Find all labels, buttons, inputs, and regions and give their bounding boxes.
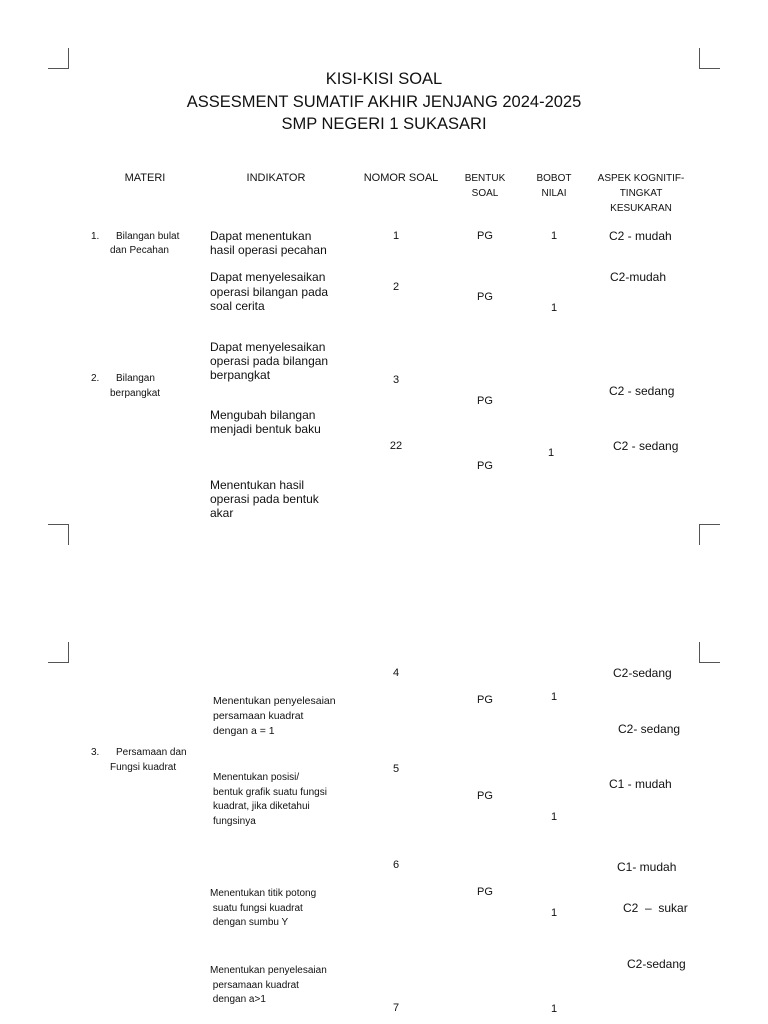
header-materi: MATERI bbox=[124, 172, 166, 184]
indikator-line: bentuk grafik suatu fungsi bbox=[213, 787, 327, 798]
indikator-line: Dapat menyelesaikan bbox=[210, 340, 326, 354]
indikator-line: soal cerita bbox=[210, 299, 265, 313]
aspek-level: C2- sedang bbox=[618, 722, 681, 736]
bentuk-soal: PG bbox=[477, 460, 493, 472]
indikator-line: Menentukan posisi/ bbox=[213, 772, 300, 783]
title-line-1: KISI-KISI SOAL bbox=[325, 70, 443, 88]
indikator-line: berpangkat bbox=[210, 368, 271, 382]
materi-number: 2. bbox=[91, 373, 100, 384]
bentuk-soal: PG bbox=[477, 790, 493, 802]
aspek-level: C2-sedang bbox=[627, 957, 686, 971]
indikator-line: dengan a>1 bbox=[210, 994, 266, 1005]
indikator-line: operasi pada bilangan bbox=[210, 354, 329, 368]
bobot-nilai: 1 bbox=[550, 230, 558, 242]
indikator-line: menjadi bentuk baku bbox=[210, 422, 321, 436]
header-nomor-soal: NOMOR SOAL bbox=[363, 172, 439, 184]
nomor-soal: 22 bbox=[389, 440, 403, 452]
header-bobot-nilai-2: NILAI bbox=[541, 188, 567, 199]
indikator-line: Mengubah bilangan bbox=[210, 408, 316, 422]
header-aspek-1: ASPEK KOGNITIF- bbox=[597, 173, 685, 184]
aspek-level: C2-mudah bbox=[610, 270, 667, 284]
materi-text-line: Bilangan bbox=[116, 373, 155, 384]
indikator-line: akar bbox=[210, 506, 234, 520]
indikator-line: fungsinya bbox=[213, 816, 256, 827]
aspek-level: C1 - mudah bbox=[609, 777, 672, 791]
aspek-level: C2 - sedang bbox=[609, 384, 675, 398]
nomor-soal: 6 bbox=[392, 859, 400, 871]
header-aspek-3: KESUKARAN bbox=[610, 203, 672, 214]
indikator-line: kuadrat, jika diketahui bbox=[213, 801, 310, 812]
aspek-level: C2-sedang bbox=[613, 666, 672, 680]
indikator-line: suatu fungsi kuadrat bbox=[210, 903, 303, 914]
bentuk-soal: PG bbox=[477, 230, 493, 242]
aspek-level: C2 - sedang bbox=[613, 439, 679, 453]
materi-text-line: dan Pecahan bbox=[110, 245, 169, 256]
bobot-nilai: 1 bbox=[550, 907, 558, 919]
header-bentuk-soal-2: SOAL bbox=[471, 188, 499, 199]
indikator-line: dengan a = 1 bbox=[213, 725, 275, 737]
header-bobot-nilai-1: BOBOT bbox=[536, 173, 572, 184]
bobot-nilai: 1 bbox=[547, 447, 555, 459]
aspek-level: C2 – sukar bbox=[623, 901, 688, 915]
indikator-line: persamaan kuadrat bbox=[210, 980, 299, 991]
materi-text-line: Bilangan bulat bbox=[116, 231, 180, 242]
indikator-line: operasi bilangan pada bbox=[210, 285, 329, 299]
title-line-3: SMP NEGERI 1 SUKASARI bbox=[281, 115, 487, 133]
bobot-nilai: 1 bbox=[550, 691, 558, 703]
bentuk-soal: PG bbox=[477, 886, 493, 898]
nomor-soal: 1 bbox=[392, 230, 400, 242]
indikator-line: dengan sumbu Y bbox=[210, 917, 289, 928]
indikator-line: persamaan kuadrat bbox=[213, 710, 304, 722]
indikator-line: Menentukan titik potong bbox=[210, 888, 317, 899]
header-bentuk-soal-1: BENTUK bbox=[464, 173, 506, 184]
nomor-soal: 5 bbox=[392, 763, 400, 775]
indikator-line: Menentukan hasil bbox=[210, 478, 305, 492]
indikator-line: hasil operasi pecahan bbox=[210, 243, 327, 257]
bentuk-soal: PG bbox=[477, 291, 493, 303]
bentuk-soal: PG bbox=[477, 694, 493, 706]
header-aspek-2: TINGKAT bbox=[619, 188, 663, 199]
materi-text-line: Persamaan dan bbox=[116, 747, 187, 758]
nomor-soal: 3 bbox=[392, 374, 400, 386]
materi-number: 3. bbox=[91, 747, 100, 758]
indikator-line: Dapat menyelesaikan bbox=[210, 270, 326, 284]
materi-text-line: Fungsi kuadrat bbox=[110, 762, 177, 773]
indikator-line: Menentukan penyelesaian bbox=[210, 965, 327, 976]
nomor-soal: 4 bbox=[392, 667, 400, 679]
bobot-nilai: 1 bbox=[550, 302, 558, 314]
materi-number: 1. bbox=[91, 231, 100, 242]
nomor-soal: 7 bbox=[392, 1002, 400, 1014]
materi-text-line: berpangkat bbox=[110, 388, 161, 399]
bobot-nilai: 1 bbox=[550, 1003, 558, 1015]
aspek-level: C1- mudah bbox=[617, 860, 677, 874]
title-line-2: ASSESMENT SUMATIF AKHIR JENJANG 2024-2025 bbox=[186, 93, 582, 111]
bobot-nilai: 1 bbox=[550, 811, 558, 823]
aspek-level: C2 - mudah bbox=[609, 229, 672, 243]
indikator-line: operasi pada bentuk bbox=[210, 492, 319, 506]
indikator-line: Menentukan penyelesaian bbox=[213, 695, 336, 707]
bentuk-soal: PG bbox=[477, 395, 493, 407]
header-indikator: INDIKATOR bbox=[246, 172, 306, 184]
indikator-line: Dapat menentukan bbox=[210, 229, 312, 243]
nomor-soal: 2 bbox=[392, 281, 400, 293]
